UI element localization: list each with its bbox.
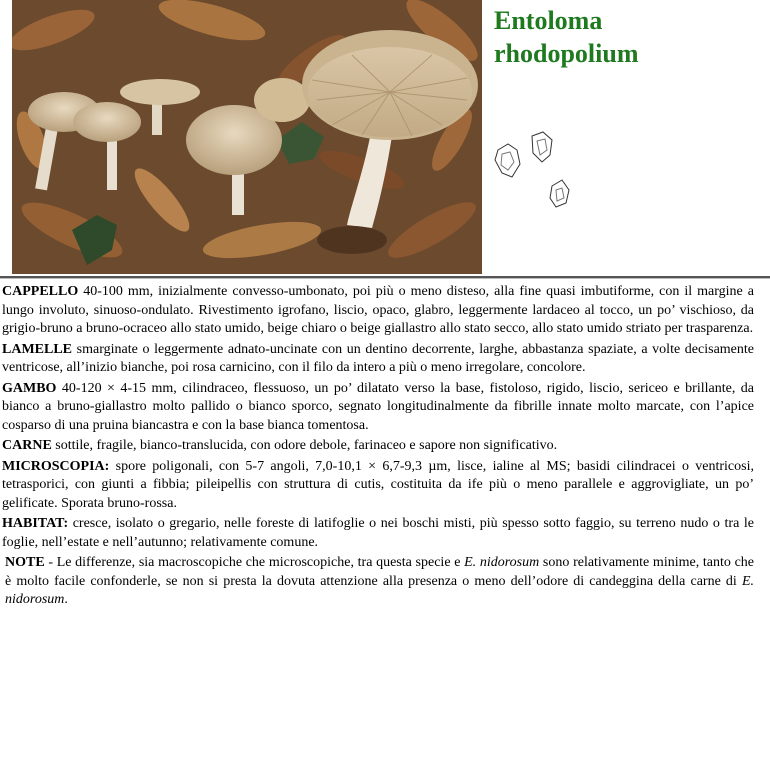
heading-note: NOTE: [5, 555, 45, 570]
body-note-a: - Le differenze, sia macroscopiche che microscopiche, tra questa specie e: [44, 555, 465, 570]
section-habitat: [2, 515, 754, 552]
body-gambo: 40-120 × 4-15 mm, cilindraceo, flessuoso, un po’ dilatato verso la base, fistoloso, rigido, liscio, sericeo e brillante, da bianco a bruno-giallastro molto pallido o bianco sporco, segnato longitudinalmente da fibrille innate molto marcate, con l’apice cosparso di una pruina biancastra e con la base bianca tomentosa.: [2, 380, 754, 433]
mushroom-photo: [12, 0, 482, 274]
section-cappello: [2, 283, 754, 339]
title-species: rhodopolium: [494, 39, 639, 68]
mushroom-photo-icon: [12, 0, 482, 274]
heading-cappello: CAPPELLO: [2, 284, 79, 299]
spore-drawings: [490, 128, 580, 213]
species-name: E. nidorosum: [464, 555, 540, 570]
body-note-c: .: [64, 592, 68, 607]
body-microscopia: spore poligonali, con 5-7 angoli, 7,0-10,1 × 6,7-9,3 µm, lisce, ialine al MS; basidi cilindracei o ventricosi, tetrasporici, con giunti a fibbia; pileipellis con struttura di cutis, costituita da ife più o meno parallele e aggrovigliate, un po’ gelificate. Sporata bruno-rossa.: [2, 458, 754, 511]
section-lamelle: [2, 341, 754, 378]
page-title: [494, 4, 639, 70]
body-cappello: 40-100 mm, inizialmente convesso-umbonato, poi più o meno disteso, alla fine quasi imbutiforme, con il margine a lungo involuto, sinuoso-ondulato. Rivestimento igrofano, liscio, opaco, glabro, leggermente lardaceo al tocco, un po’ vischioso, da grigio-bruno a bruno-ocraceo allo stato umido, beige chiaro o beige giallastro allo stato secco, allo stato umido striato per trasparenza.: [2, 284, 754, 336]
heading-habitat: HABITAT:: [2, 516, 69, 531]
section-note: [2, 554, 754, 610]
section-microscopia: [2, 458, 754, 514]
body-carne: sottile, fragile, bianco-translucida, con odore debole, farinaceo e sapore non significativo.: [51, 438, 558, 453]
spore-drawings-icon: [490, 128, 580, 213]
heading-lamelle: LAMELLE: [2, 341, 73, 357]
body-note-b: sono relativamente minime, tanto che è molto facile confonderle, se non si presta la dovuta attenzione alla presenza o meno dell’odore di candeggina della carne di: [5, 555, 754, 589]
heading-microscopia: MICROSCOPIA:: [2, 458, 110, 474]
body-lamelle: smarginate o leggermente adnato-uncinate con un dentino decorrente, larghe, abbastanza spaziate, a volte decisamente ventricose, all’inizio bianche, poi rosa carnicino, con il filo da intero a più o meno irregolare, concolore.: [2, 341, 754, 375]
title-genus: Entoloma: [494, 6, 603, 35]
species-name: E. nidorosum: [5, 573, 754, 607]
body-habitat: cresce, isolato o gregario, nelle foreste di latifoglie o nei boschi misti, più spesso sotto faggio, su terreno nudo o tra le foglie, nell’estate e nell’autunno; relativamente comune.: [2, 516, 754, 550]
heading-gambo: GAMBO: [2, 380, 57, 396]
section-gambo: [2, 380, 754, 436]
separator: [0, 276, 770, 279]
description: [2, 283, 754, 612]
section-carne: [2, 437, 754, 456]
heading-carne: CARNE: [2, 438, 52, 453]
